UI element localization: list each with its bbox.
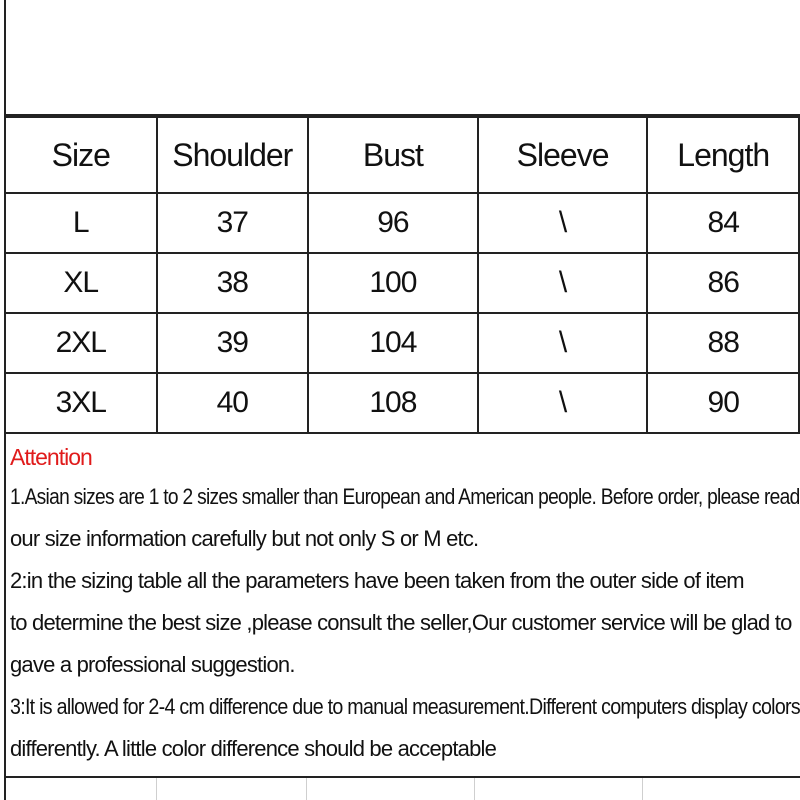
notes-section — [4, 434, 800, 778]
note-line: gave a professional suggestion. — [10, 652, 295, 677]
header-bust: Bust — [308, 117, 478, 193]
header-sleeve: Sleeve — [478, 117, 648, 193]
size-chart-table — [4, 116, 800, 434]
bust-cell: 108 — [308, 373, 478, 433]
shoulder-cell: 37 — [157, 193, 309, 253]
header-shoulder: Shoulder — [157, 117, 309, 193]
grid-line — [474, 778, 475, 800]
size-cell: 3XL — [5, 373, 157, 433]
sleeve-cell: \ — [478, 313, 648, 373]
note-line: our size information carefully but not only S or M etc. — [10, 526, 479, 551]
shoulder-cell: 38 — [157, 253, 309, 313]
sleeve-cell: \ — [478, 193, 648, 253]
table-row — [5, 373, 799, 433]
length-cell: 84 — [647, 193, 799, 253]
sleeve-cell: \ — [478, 253, 648, 313]
length-cell: 88 — [647, 313, 799, 373]
table-row — [5, 313, 799, 373]
size-cell: XL — [5, 253, 157, 313]
bust-cell: 100 — [308, 253, 478, 313]
table-row — [5, 253, 799, 313]
bust-cell: 96 — [308, 193, 478, 253]
size-cell: L — [5, 193, 157, 253]
grid-line — [306, 778, 307, 800]
grid-line — [642, 778, 643, 800]
shoulder-cell: 39 — [157, 313, 309, 373]
length-cell: 90 — [647, 373, 799, 433]
note-line: to determine the best size ,please consult the seller,Our customer service will be glad to — [10, 610, 792, 635]
sleeve-cell: \ — [478, 373, 648, 433]
top-blank-area — [4, 0, 800, 116]
header-length: Length — [647, 117, 799, 193]
note-line: differently. A little color difference should be acceptable — [10, 736, 497, 761]
spreadsheet-gridlines — [4, 778, 800, 800]
table-row — [5, 193, 799, 253]
attention-heading: Attention — [10, 444, 92, 470]
note-line: 2:in the sizing table all the parameters have been taken from the outer side of item — [10, 568, 744, 593]
table-header-row — [5, 117, 799, 193]
header-size: Size — [5, 117, 157, 193]
size-cell: 2XL — [5, 313, 157, 373]
note-line: 1.Asian sizes are 1 to 2 sizes smaller than European and American people. Before order, please read — [10, 484, 800, 509]
grid-line — [156, 778, 157, 800]
length-cell: 86 — [647, 253, 799, 313]
bust-cell: 104 — [308, 313, 478, 373]
note-line: 3:It is allowed for 2-4 cm difference due to manual measurement.Different computers display colors — [10, 694, 800, 719]
shoulder-cell: 40 — [157, 373, 309, 433]
